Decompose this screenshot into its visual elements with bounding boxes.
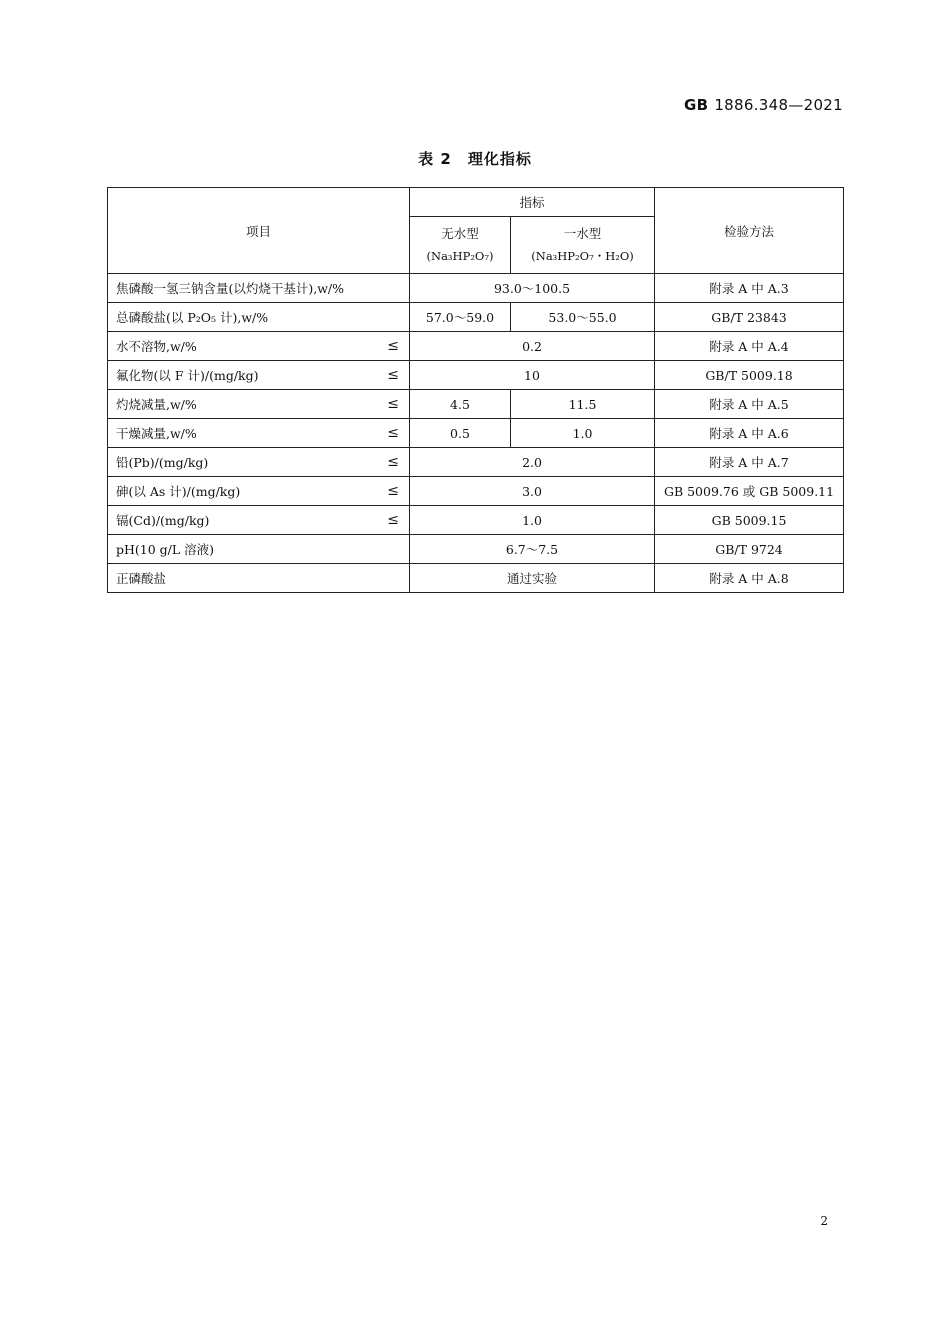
row-item: 砷(以 As 计)/(mg/kg) [116, 484, 241, 499]
row-item: 铅(Pb)/(mg/kg) [116, 455, 209, 470]
header-index: 指标 [410, 188, 655, 217]
row-method: 附录 A 中 A.5 [655, 390, 844, 419]
physicochemical-index-table [107, 187, 844, 593]
row-value-monohydrate: 1.0 [511, 419, 655, 448]
row-item: 水不溶物,w/% [116, 339, 197, 354]
table-row [108, 303, 844, 332]
table-row [108, 361, 844, 390]
row-method: 附录 A 中 A.7 [655, 448, 844, 477]
header-monohydrate [511, 217, 655, 274]
row-item-cell [108, 448, 410, 477]
header-method: 检验方法 [655, 188, 844, 274]
standard-code [684, 96, 843, 114]
row-value: 2.0 [410, 448, 655, 477]
le-symbol: ≤ [387, 425, 399, 441]
header-monohydrate-formula: (Na₃HP₂O₇・H₂O) [531, 249, 634, 263]
table-row [108, 448, 844, 477]
le-symbol: ≤ [387, 454, 399, 470]
row-item: 总磷酸盐(以 P₂O₅ 计),w/% [108, 303, 410, 332]
table-row [108, 332, 844, 361]
row-item: 正磷酸盐 [108, 564, 410, 593]
row-value-anhydrous: 0.5 [410, 419, 511, 448]
row-item-cell [108, 390, 410, 419]
row-value: 1.0 [410, 506, 655, 535]
table-row [108, 535, 844, 564]
le-symbol: ≤ [387, 338, 399, 354]
row-method: 附录 A 中 A.6 [655, 419, 844, 448]
header-anhydrous-formula: (Na₃HP₂O₇) [426, 249, 494, 263]
table-row [108, 419, 844, 448]
row-item: 焦磷酸一氢三钠含量(以灼烧干基计),w/% [108, 274, 410, 303]
row-value: 0.2 [410, 332, 655, 361]
header-item: 项目 [108, 188, 410, 274]
row-item: 灼烧减量,w/% [116, 397, 197, 412]
row-item-cell [108, 506, 410, 535]
row-item: 氟化物(以 F 计)/(mg/kg) [116, 368, 259, 383]
table-row [108, 564, 844, 593]
le-symbol: ≤ [387, 396, 399, 412]
row-value-anhydrous: 57.0～59.0 [410, 303, 511, 332]
row-value: 6.7～7.5 [410, 535, 655, 564]
table-row [108, 390, 844, 419]
row-item-cell [108, 419, 410, 448]
row-item: pH(10 g/L 溶液) [108, 535, 410, 564]
row-item-cell [108, 332, 410, 361]
row-value: 通过实验 [410, 564, 655, 593]
table-title: 表 2 理化指标 [418, 150, 532, 168]
le-symbol: ≤ [387, 367, 399, 383]
le-symbol: ≤ [387, 512, 399, 528]
standard-prefix: GB [683, 96, 709, 114]
table-row [108, 477, 844, 506]
header-anhydrous [410, 217, 511, 274]
row-item: 干燥减量,w/% [116, 426, 197, 441]
page-number: 2 [820, 1214, 828, 1228]
row-value: 3.0 [410, 477, 655, 506]
table-row [108, 506, 844, 535]
le-symbol: ≤ [387, 483, 399, 499]
row-value-monohydrate: 53.0～55.0 [511, 303, 655, 332]
row-method: 附录 A 中 A.4 [655, 332, 844, 361]
row-method: GB 5009.76 或 GB 5009.11 [655, 477, 844, 506]
row-item-cell [108, 361, 410, 390]
standard-number: 1886.348—2021 [714, 96, 843, 114]
row-method: GB 5009.15 [655, 506, 844, 535]
header-anhydrous-label: 无水型 [441, 226, 479, 241]
table-row [108, 274, 844, 303]
row-method: 附录 A 中 A.3 [655, 274, 844, 303]
row-value-anhydrous: 4.5 [410, 390, 511, 419]
header-monohydrate-label: 一水型 [563, 226, 602, 241]
row-method: GB/T 5009.18 [655, 361, 844, 390]
row-method: GB/T 23843 [655, 303, 844, 332]
row-item-cell [108, 477, 410, 506]
row-value: 10 [410, 361, 655, 390]
row-value: 93.0～100.5 [410, 274, 655, 303]
row-item: 镉(Cd)/(mg/kg) [116, 513, 210, 528]
row-method: GB/T 9724 [655, 535, 844, 564]
row-method: 附录 A 中 A.8 [655, 564, 844, 593]
row-value-monohydrate: 11.5 [511, 390, 655, 419]
